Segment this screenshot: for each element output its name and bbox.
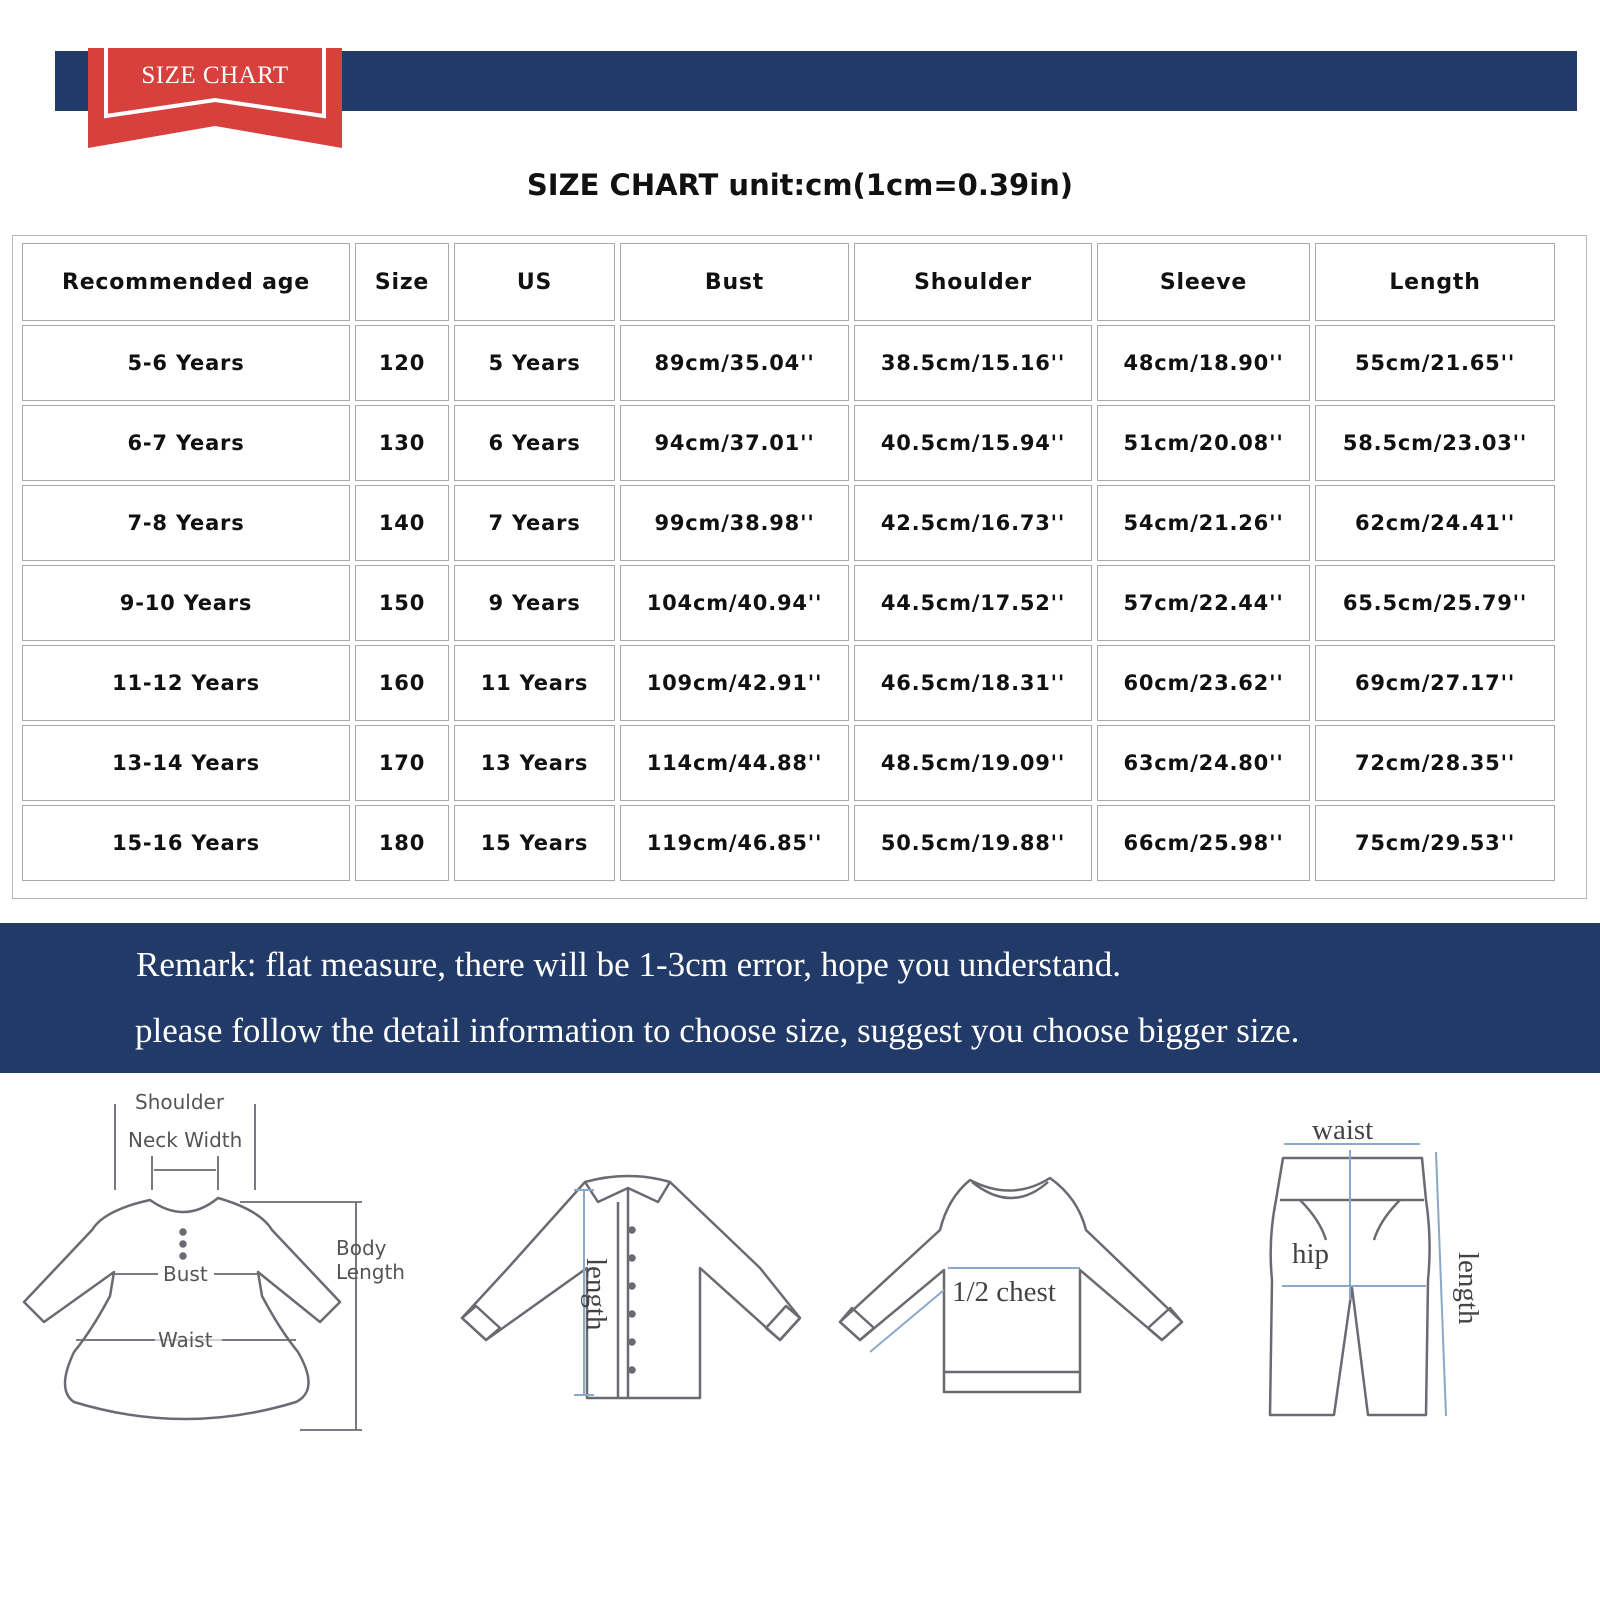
table-cell: 72cm/28.35'' — [1315, 725, 1555, 801]
table-cell: 48.5cm/19.09'' — [854, 725, 1092, 801]
table-cell: 65.5cm/25.79'' — [1315, 565, 1555, 641]
size-table-frame — [12, 235, 1587, 899]
table-cell: 54cm/21.26'' — [1097, 485, 1310, 561]
table-cell: 58.5cm/23.03'' — [1315, 405, 1555, 481]
dress-measure-lines — [76, 1104, 362, 1430]
table-cell: 109cm/42.91'' — [620, 645, 849, 721]
remark-band — [0, 923, 1600, 1073]
column-header: Recommended age — [22, 243, 350, 321]
table-cell: 48cm/18.90'' — [1097, 325, 1310, 401]
table-header-row — [22, 243, 1555, 321]
table-cell: 11 Years — [454, 645, 615, 721]
table-cell: 55cm/21.65'' — [1315, 325, 1555, 401]
table-row — [22, 645, 1555, 721]
body-length-label-2: Length — [336, 1260, 405, 1284]
column-header: Bust — [620, 243, 849, 321]
table-cell: 130 — [355, 405, 449, 481]
table-cell: 104cm/40.94'' — [620, 565, 849, 641]
column-header: Size — [355, 243, 449, 321]
table-cell: 7-8 Years — [22, 485, 350, 561]
table-cell: 44.5cm/17.52'' — [854, 565, 1092, 641]
measurement-diagrams — [0, 1090, 1600, 1450]
column-header: US — [454, 243, 615, 321]
remark-line-2: please follow the detail information to choose size, suggest you choose bigger size. — [135, 1011, 1300, 1050]
table-cell: 160 — [355, 645, 449, 721]
page-title: SIZE CHART unit:cm(1cm=0.39in) — [526, 168, 1074, 202]
pants-length-label: length — [1452, 1252, 1484, 1325]
table-cell: 170 — [355, 725, 449, 801]
chest-label: 1/2 chest — [952, 1276, 1056, 1308]
table-cell: 75cm/29.53'' — [1315, 805, 1555, 881]
badge-label: SIZE CHART — [141, 62, 289, 89]
shirt-diagram — [462, 1176, 800, 1398]
table-cell: 38.5cm/15.16'' — [854, 325, 1092, 401]
size-chart-badge — [86, 48, 344, 150]
remark-line-1: Remark: flat measure, there will be 1-3cm error, hope you understand. — [136, 945, 1122, 984]
table-row — [22, 405, 1555, 481]
dress-diagram — [24, 1198, 340, 1419]
column-header: Sleeve — [1097, 243, 1310, 321]
neck-width-label: Neck Width — [128, 1128, 243, 1152]
table-cell: 150 — [355, 565, 449, 641]
table-cell: 63cm/24.80'' — [1097, 725, 1310, 801]
column-header: Shoulder — [854, 243, 1092, 321]
table-cell: 66cm/25.98'' — [1097, 805, 1310, 881]
column-header: Length — [1315, 243, 1555, 321]
shirt-length-label: length — [580, 1258, 612, 1331]
table-cell: 7 Years — [454, 485, 615, 561]
table-cell: 119cm/46.85'' — [620, 805, 849, 881]
table-cell: 114cm/44.88'' — [620, 725, 849, 801]
table-cell: 5 Years — [454, 325, 615, 401]
table-cell: 9-10 Years — [22, 565, 350, 641]
table-cell: 50.5cm/19.88'' — [854, 805, 1092, 881]
table-cell: 51cm/20.08'' — [1097, 405, 1310, 481]
body-length-label-1: Body — [336, 1236, 387, 1260]
table-row — [22, 805, 1555, 881]
table-cell: 9 Years — [454, 565, 615, 641]
size-table — [17, 239, 1560, 885]
bust-label: Bust — [163, 1262, 208, 1286]
table-row — [22, 485, 1555, 561]
table-cell: 62cm/24.41'' — [1315, 485, 1555, 561]
table-cell: 89cm/35.04'' — [620, 325, 849, 401]
table-cell: 60cm/23.62'' — [1097, 645, 1310, 721]
table-cell: 40.5cm/15.94'' — [854, 405, 1092, 481]
table-cell: 94cm/37.01'' — [620, 405, 849, 481]
table-row — [22, 325, 1555, 401]
table-cell: 6 Years — [454, 405, 615, 481]
table-cell: 140 — [355, 485, 449, 561]
table-row — [22, 565, 1555, 641]
table-cell: 46.5cm/18.31'' — [854, 645, 1092, 721]
hip-label: hip — [1292, 1238, 1330, 1270]
table-cell: 13 Years — [454, 725, 615, 801]
shoulder-label: Shoulder — [135, 1090, 225, 1114]
waist-label: Waist — [158, 1328, 213, 1352]
table-cell: 42.5cm/16.73'' — [854, 485, 1092, 561]
table-cell: 6-7 Years — [22, 405, 350, 481]
table-cell: 11-12 Years — [22, 645, 350, 721]
table-cell: 5-6 Years — [22, 325, 350, 401]
table-cell: 15 Years — [454, 805, 615, 881]
table-cell: 57cm/22.44'' — [1097, 565, 1310, 641]
table-cell: 15-16 Years — [22, 805, 350, 881]
table-cell: 69cm/27.17'' — [1315, 645, 1555, 721]
table-row — [22, 725, 1555, 801]
pants-waist-label: waist — [1312, 1114, 1374, 1146]
table-cell: 13-14 Years — [22, 725, 350, 801]
table-cell: 180 — [355, 805, 449, 881]
table-cell: 99cm/38.98'' — [620, 485, 849, 561]
table-cell: 120 — [355, 325, 449, 401]
